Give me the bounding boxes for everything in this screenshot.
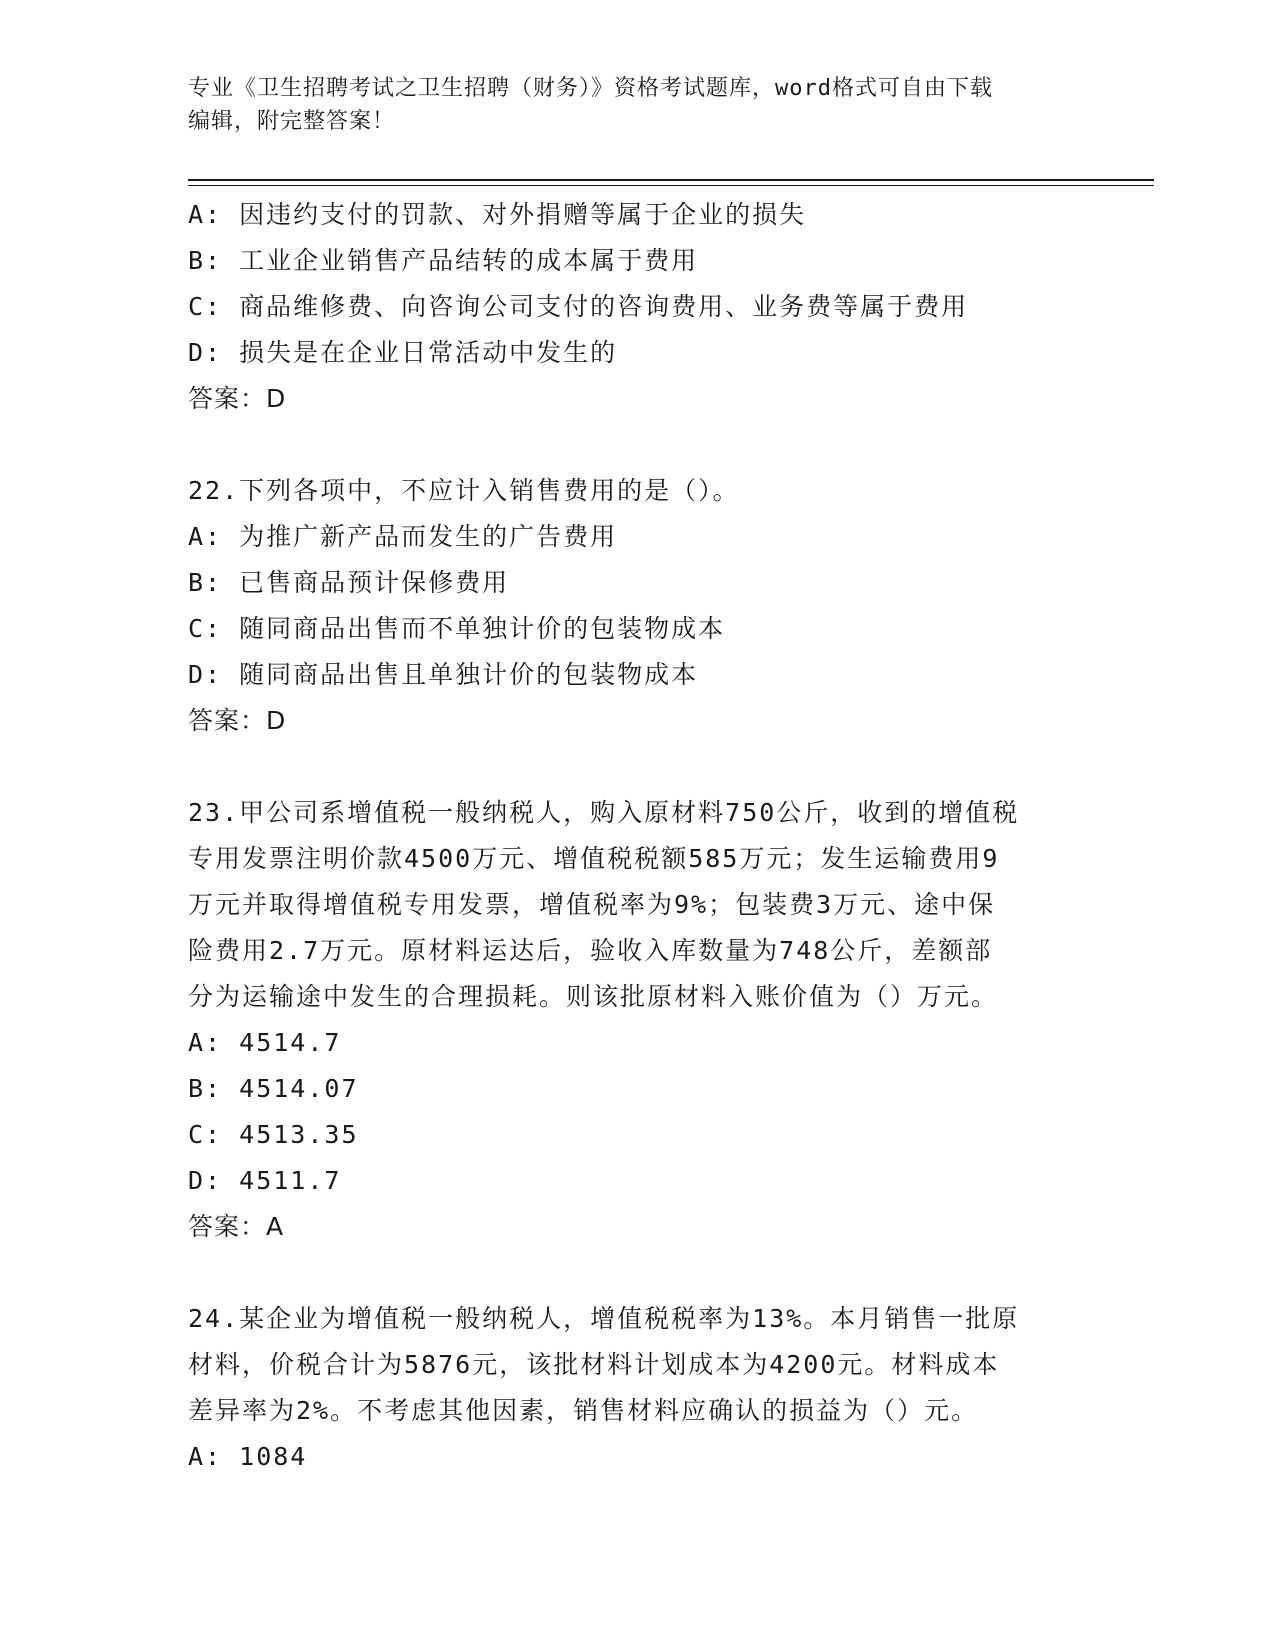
option-a: A: 为推广新产品而发生的广告费用 (188, 522, 618, 551)
question-22 (188, 468, 1088, 744)
header-rule-thin (188, 185, 1154, 186)
answer: 答案：D (188, 384, 287, 413)
question-stem-line: 分为运输途中发生的合理损耗。则该批原材料入账价值为（）万元。 (188, 982, 999, 1011)
header-line-2: 编辑，附完整答案！ (188, 109, 396, 134)
header-rule-thick (188, 179, 1154, 181)
option-b: B: 已售商品预计保修费用 (188, 568, 510, 597)
question-stem-line: 差异率为2%。不考虑其他因素，销售材料应确认的损益为（）元。 (188, 1396, 979, 1425)
option-c: C: 4513.35 (188, 1120, 359, 1149)
question-23 (188, 790, 1088, 1250)
option-a: A: 4514.7 (188, 1028, 342, 1057)
option-c: C: 随同商品出售而不单独计价的包装物成本 (188, 614, 726, 643)
option-a: A: 1084 (188, 1442, 308, 1471)
question-list (188, 192, 1088, 1480)
option-c: C: 商品维修费、向咨询公司支付的咨询费用、业务费等属于费用 (188, 292, 969, 321)
question-24 (188, 1296, 1088, 1480)
option-d: D: 4511.7 (188, 1166, 342, 1195)
option-b: B: 工业企业销售产品结转的成本属于费用 (188, 246, 699, 275)
question-21 (188, 192, 1088, 422)
question-stem-line: 23.甲公司系增值税一般纳税人，购入原材料750公斤，收到的增值税 (188, 798, 1020, 827)
document-header (188, 72, 1078, 138)
question-stem-line: 24.某企业为增值税一般纳税人，增值税税率为13%。本月销售一批原 (188, 1304, 1020, 1333)
option-a: A: 因违约支付的罚款、对外捐赠等属于企业的损失 (188, 200, 807, 229)
answer: 答案：A (188, 1212, 285, 1241)
question-stem-line: 险费用2.7万元。原材料运达后，验收入库数量为748公斤，差额部 (188, 936, 993, 965)
question-stem-line: 材料，价税合计为5876元，该批材料计划成本为4200元。材料成本 (188, 1350, 1000, 1379)
option-b: B: 4514.07 (188, 1074, 359, 1103)
question-stem-line: 万元并取得增值税专用发票，增值税率为9%；包装费3万元、途中保 (188, 890, 996, 919)
answer: 答案：D (188, 706, 287, 735)
option-d: D: 随同商品出售且单独计价的包装物成本 (188, 660, 699, 689)
question-stem-line: 专用发票注明价款4500万元、增值税税额585万元；发生运输费用9 (188, 844, 1000, 873)
option-d: D: 损失是在企业日常活动中发生的 (188, 338, 618, 367)
header-line-1: 专业《卫生招聘考试之卫生招聘（财务）》资格考试题库，word格式可自由下载 (188, 76, 993, 101)
question-stem-line: 22.下列各项中，不应计入销售费用的是（）。 (188, 476, 740, 505)
